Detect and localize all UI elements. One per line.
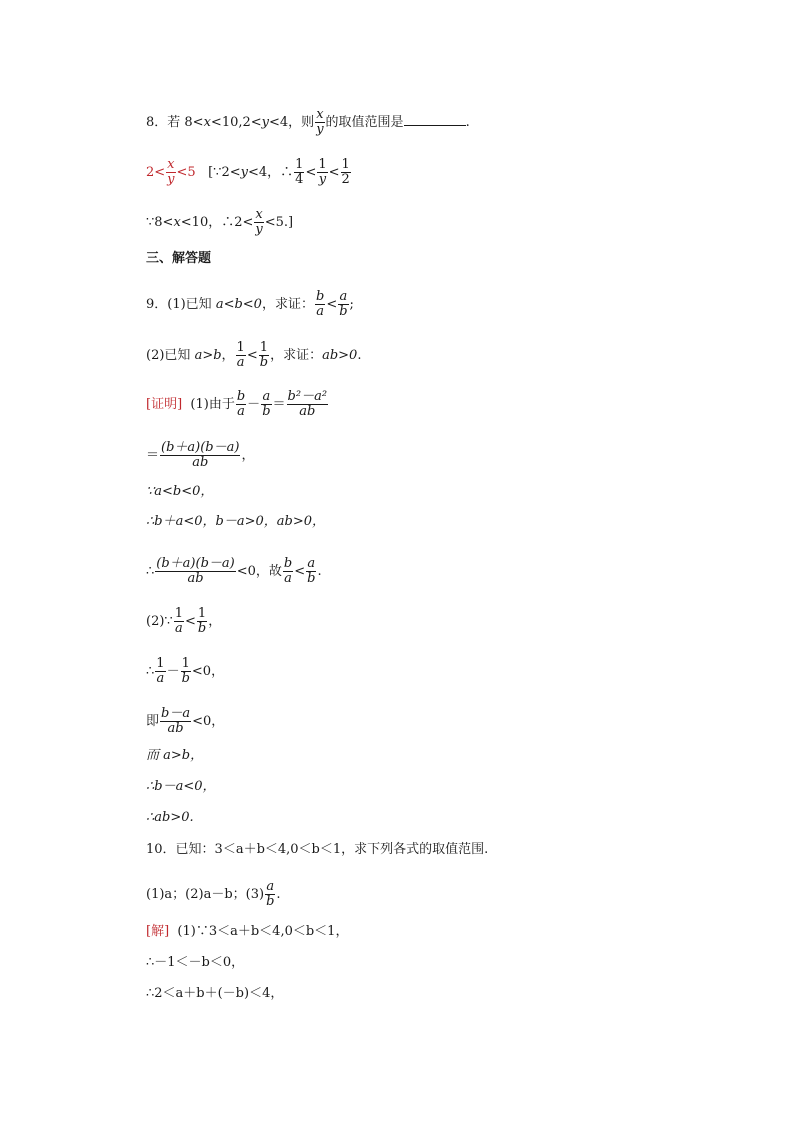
proof-line-5: ∴ $\frac{(b+a)(b-a)}{ab}$ <0，故 $\frac{b}{a}$ < $\frac{a}{b}$ . [146,556,322,586]
fraction: $\frac{(b+a)(b-a)}{ab}$ [161,440,240,470]
fraction: $\frac{b}{a}$ [315,289,325,319]
fraction: $\frac{b-a}{ab}$ [161,706,191,736]
question-10-stem: 10．已知：3＜a＋b＜4,0＜b＜1，求下列各式的取值范围. [146,842,489,857]
answer-blank [404,113,466,126]
solution-line-1: [解] (1)∵3＜a＋b＜4,0＜b＜1， [146,924,349,939]
question-9-part-2: (2)已知 a>b， $\frac{1}{a}$ < $\frac{1}{b}$ ，求证：ab>0. [146,340,362,370]
proof-line-2: ＝ $\frac{(b+a)(b-a)}{ab}$ ， [146,440,255,470]
question-8-answer: 2< $\frac{x}{y}$ <5 [∵2<y<4，∴ $\frac{1}{4}$ < $\frac{1}{y}$ < $\frac{1}{2}$ [146,157,350,187]
fraction: $\frac{1}{b}$ [197,606,207,636]
question-9-part-1: 9．(1)已知 a<b<0，求证： $\frac{b}{a}$ < $\frac{a}{b}$ ; [146,289,354,319]
proof-line-1: [证明] (1)由于 $\frac{b}{a}$ － $\frac{a}{b}$ ＝ $\frac{\text{b²－a²}}{ab}$ [146,389,328,419]
fraction: $\frac{1}{a}$ [156,656,165,686]
solution-tag: [解] [146,924,170,939]
fraction: $\frac{a}{b}$ [339,289,348,319]
question-10-parts: (1)a；(2)a－b；(3) $\frac{a}{b}$ . [146,879,281,909]
proof-line-3: ∵a<b<0， [146,484,214,499]
proof-line-6: (2)∵ $\frac{1}{a}$ < $\frac{1}{b}$ ， [146,606,222,636]
fraction: $\frac{1}{2}$ [341,157,350,187]
solution-line-3: ∴2＜a＋b＋(－b)＜4， [146,986,284,1001]
proof-line-9: 而 a>b， [146,748,204,763]
proof-line-11: ∴ab>0. [146,810,194,825]
fraction: $\frac{1}{a}$ [236,340,245,370]
proof-line-10: ∴b－a<0， [146,779,216,794]
fraction: $\frac{(b+a)(b-a)}{ab}$ [156,556,235,586]
proof-tag: [证明] [146,397,183,412]
section-heading: 三、解答题 [146,251,212,266]
fraction: $\frac{1}{a}$ [174,606,183,636]
fraction: $\frac{a}{b}$ [262,389,271,419]
proof-line-7: ∴ $\frac{1}{a}$ － $\frac{1}{b}$ <0， [146,656,225,686]
proof-line-4: ∴b＋a<0，b－a>0，ab>0， [146,514,325,529]
solution-line-2: ∴－1＜－b＜0， [146,955,245,970]
fraction-x-over-y: $\frac{x}{y}$ [316,107,324,137]
question-8-solution-line-2: ∵8<x<10，∴2< $\frac{x}{y}$ <5.] [146,207,294,237]
fraction: $\frac{x}{y}$ [255,207,263,237]
answer-fraction: $\frac{x}{y}$ [167,157,175,187]
fraction: $\frac{a}{b}$ [307,556,316,586]
proof-line-8: 即 $\frac{b-a}{ab}$ <0， [146,706,225,736]
fraction: $\frac{1}{4}$ [295,157,304,187]
fraction: $\frac{1}{y}$ [318,157,327,187]
fraction: $\frac{b}{a}$ [283,556,293,586]
fraction: $\frac{b}{a}$ [236,389,246,419]
fraction: $\frac{a}{b}$ [266,879,275,909]
fraction: $\frac{\text{b²－a²}}{ab}$ [287,389,328,419]
fraction: $\frac{1}{b}$ [259,340,269,370]
question-8: 8．若 8<x<10,2<y<4，则 $\frac{x}{y}$ 的取值范围是 . [146,107,470,137]
fraction: $\frac{1}{b}$ [181,656,190,686]
